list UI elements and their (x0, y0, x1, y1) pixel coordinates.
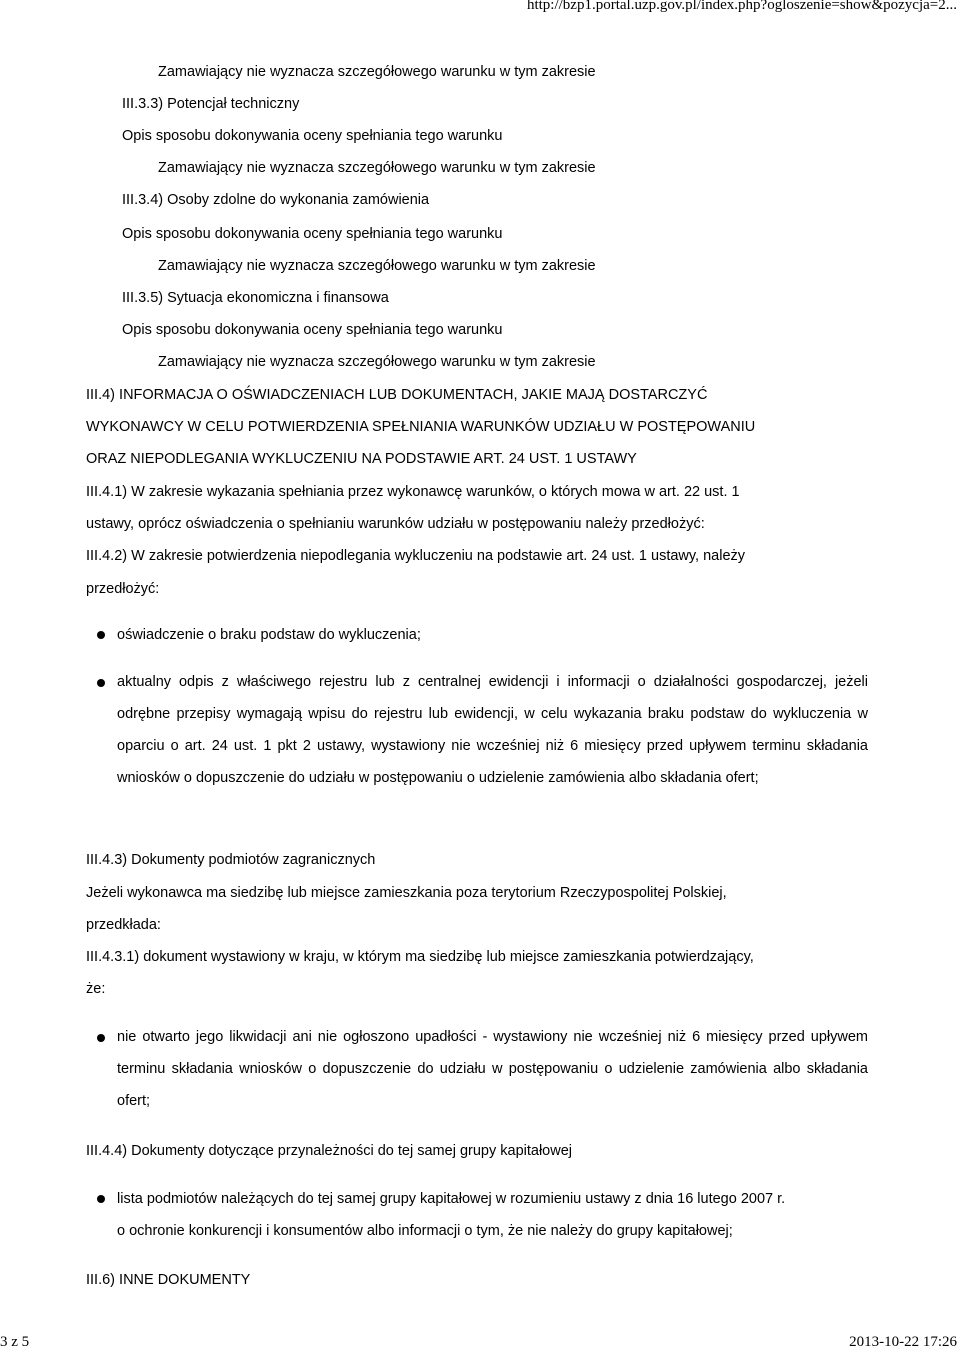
section-heading: III.3.3) Potencjał techniczny (122, 96, 300, 112)
section-heading: III.4.2) W zakresie potwierdzenia niepodlegania wykluczeniu na podstawie art. 24 ust. 1 ustawy, należy (86, 548, 746, 564)
paragraph: Jeżeli wykonawca ma siedzibę lub miejsce zamieszkania poza terytorium Rzeczypospolitej Polskiej, (86, 885, 727, 901)
bullet-dot (97, 631, 105, 639)
list-item: nie otwarto jego likwidacji ani nie ogłoszono upadłości - wystawiony nie wcześniej niż 6 miesięcy przed upływem terminu składania wniosków o dopuszczenie do udziału w postępowaniu o udzielenie zamówienia albo składania ofert; (117, 1029, 868, 1109)
section-heading: III.6) INNE DOKUMENTY (86, 1272, 251, 1288)
condition-text: Zamawiający nie wyznacza szczegółowego warunku w tym zakresie (158, 354, 596, 370)
list-item: aktualny odpis z właściwego rejestru lub z centralnej ewidencji i informacji o działalności gospodarczej, jeżeli odrębne przepisy wymagają wpisu do rejestru lub ewidencji, w celu wykazania braku podstaw do wykluczenia w oparciu o art. 24 ust. 1 pkt 2 ustawy, wystawiony nie wcześniej niż 6 miesięcy przed upływem terminu składania wniosków o dopuszczenie do udziału w postępowaniu o udzielenie zamówienia albo składania ofert; (117, 674, 868, 786)
section-heading: ustawy, oprócz oświadczenia o spełnianiu warunków udziału w postępowaniu należy przedłożyć: (86, 516, 705, 532)
section-heading: ORAZ NIEPODLEGANIA WYKLUCZENIU NA PODSTAWIE ART. 24 UST. 1 USTAWY (86, 451, 637, 467)
page-number: 3 z 5 (0, 1334, 30, 1350)
section-heading: III.4) INFORMACJA O OŚWIADCZENIACH LUB DOKUMENTACH, JAKIE MAJĄ DOSTARCZYĆ (86, 387, 708, 403)
section-heading: III.4.1) W zakresie wykazania spełniania przez wykonawcę warunków, o których mowa w art. 22 ust. 1 (86, 484, 740, 500)
print-datetime: 2013-10-22 17:26 (849, 1334, 957, 1350)
section-heading: że: (86, 981, 106, 997)
evaluation-label: Opis sposobu dokonywania oceny spełniania tego warunku (122, 128, 503, 144)
list-item-continuation: o ochronie konkurencji i konsumentów albo informacji o tym, że nie należy do grupy kapitałowej; (117, 1223, 733, 1239)
bullet-dot (97, 679, 105, 687)
list-item: oświadczenie o braku podstaw do wykluczenia; (117, 627, 421, 643)
list-item: lista podmiotów należących do tej samej grupy kapitałowej w rozumieniu ustawy z dnia 16 lutego 2007 r. (117, 1191, 786, 1207)
section-heading: WYKONAWCY W CELU POTWIERDZENIA SPEŁNIANIA WARUNKÓW UDZIAŁU W POSTĘPOWANIU (86, 419, 756, 435)
section-heading: III.3.5) Sytuacja ekonomiczna i finansowa (122, 290, 389, 306)
paragraph: przedkłada: (86, 917, 161, 933)
page-url: http://bzp1.portal.uzp.gov.pl/index.php?ogloszenie=show&pozycja=2... (526, 0, 957, 13)
section-heading: III.3.4) Osoby zdolne do wykonania zamówienia (122, 192, 430, 208)
condition-text: Zamawiający nie wyznacza szczegółowego warunku w tym zakresie (158, 160, 596, 176)
bullet-dot (97, 1034, 105, 1042)
section-heading: przedłożyć: (86, 581, 160, 597)
section-heading: III.4.3) Dokumenty podmiotów zagranicznych (86, 852, 376, 868)
evaluation-label: Opis sposobu dokonywania oceny spełniania tego warunku (122, 226, 503, 242)
section-heading: III.4.3.1) dokument wystawiony w kraju, w którym ma siedzibę lub miejsce zamieszkania potwierdzający, (86, 949, 754, 965)
bullet-dot (97, 1195, 105, 1203)
evaluation-label: Opis sposobu dokonywania oceny spełniania tego warunku (122, 322, 503, 338)
condition-text: Zamawiający nie wyznacza szczegółowego warunku w tym zakresie (158, 258, 596, 274)
condition-text: Zamawiający nie wyznacza szczegółowego warunku w tym zakresie (158, 64, 596, 80)
section-heading: III.4.4) Dokumenty dotyczące przynależności do tej samej grupy kapitałowej (86, 1143, 572, 1159)
